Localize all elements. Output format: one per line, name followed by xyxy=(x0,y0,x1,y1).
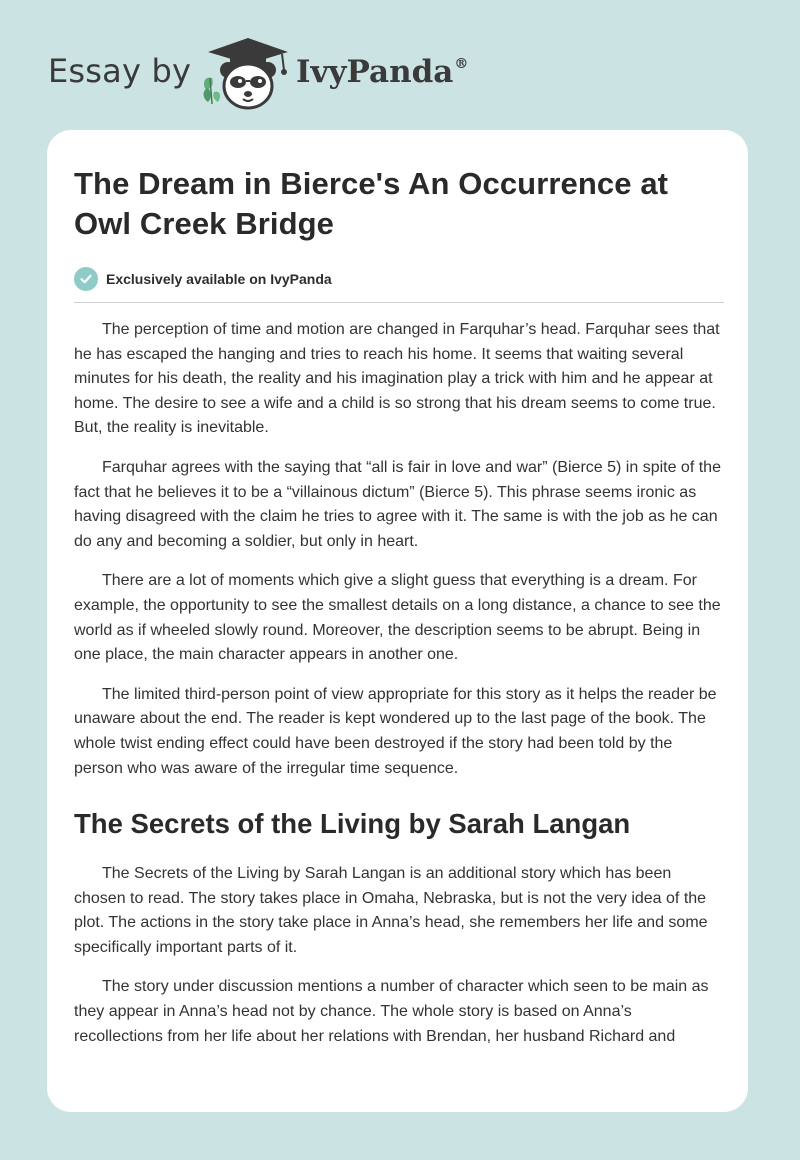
exclusive-badge xyxy=(74,266,724,292)
brand-name[interactable] xyxy=(296,54,468,90)
divider xyxy=(74,302,724,303)
paragraph: The perception of time and motion are changed in Farquhar’s head. Farquhar sees that he has escaped the hanging and tries to reach his home. It seems that waiting several minutes for his death, the reality and his imagination play a trick with him and he appear at home. The desire to see a wife and a child is so strong that his dream seems to come true. But, the reality is inevitable. xyxy=(74,321,720,437)
essay-card xyxy=(47,130,748,1112)
check-circle-icon xyxy=(74,267,98,291)
paragraph: The Secrets of the Living by Sarah Langan is an additional story which has been chosen to read. The story takes place in Omaha, Nebraska, but is not the very idea of the plot. The actions in the story take place in Anna’s head, she remembers her life and some specifically important parts of it. xyxy=(74,865,708,956)
paragraph: Farquhar agrees with the saying that “all is fair in love and war” (Bierce 5) in spite of the fact that he believes it to be a “villainous dictum” (Bierce 5). This phrase seems ironic as having disagreed with the claim he tries to agree with it. The same is with the job as he can do any and becoming a soldier, but only in heart. xyxy=(74,458,721,550)
panda-graduate-icon[interactable] xyxy=(200,34,296,110)
registered-mark: ® xyxy=(454,56,469,72)
essay-content xyxy=(74,164,724,1049)
brand-header xyxy=(48,34,508,110)
badge-label: Exclusively available on IvyPanda xyxy=(106,271,332,287)
essay-title: The Dream in Bierce's An Occurrence at Owl Creek Bridge xyxy=(74,166,669,241)
section-heading: The Secrets of the Living by Sarah Langan xyxy=(74,808,631,840)
brand-prefix: Essay by xyxy=(48,52,192,90)
brand-name-text: IvyPanda xyxy=(296,54,454,90)
paragraph: The limited third-person point of view appropriate for this story as it helps the reader be unaware about the end. The reader is kept wondered up to the last page of the book. The whole twist ending effect could have been destroyed if the story had been told by the person who was aware of the irregular time sequence. xyxy=(74,685,717,777)
paragraph: There are a lot of moments which give a slight guess that everything is a dream. For example, the opportunity to see the smallest details on a long distance, a chance to see the world as if wheeled slowly round. Moreover, the description seems to be abrupt. Being in one place, the main character appears in another one. xyxy=(74,572,721,664)
paragraph: The story under discussion mentions a number of character which seen to be main as they appear in Anna’s head not by chance. The whole story is based on Anna’s recollections from her life about her relations with Brendan, her husband Richard and xyxy=(74,978,709,1045)
